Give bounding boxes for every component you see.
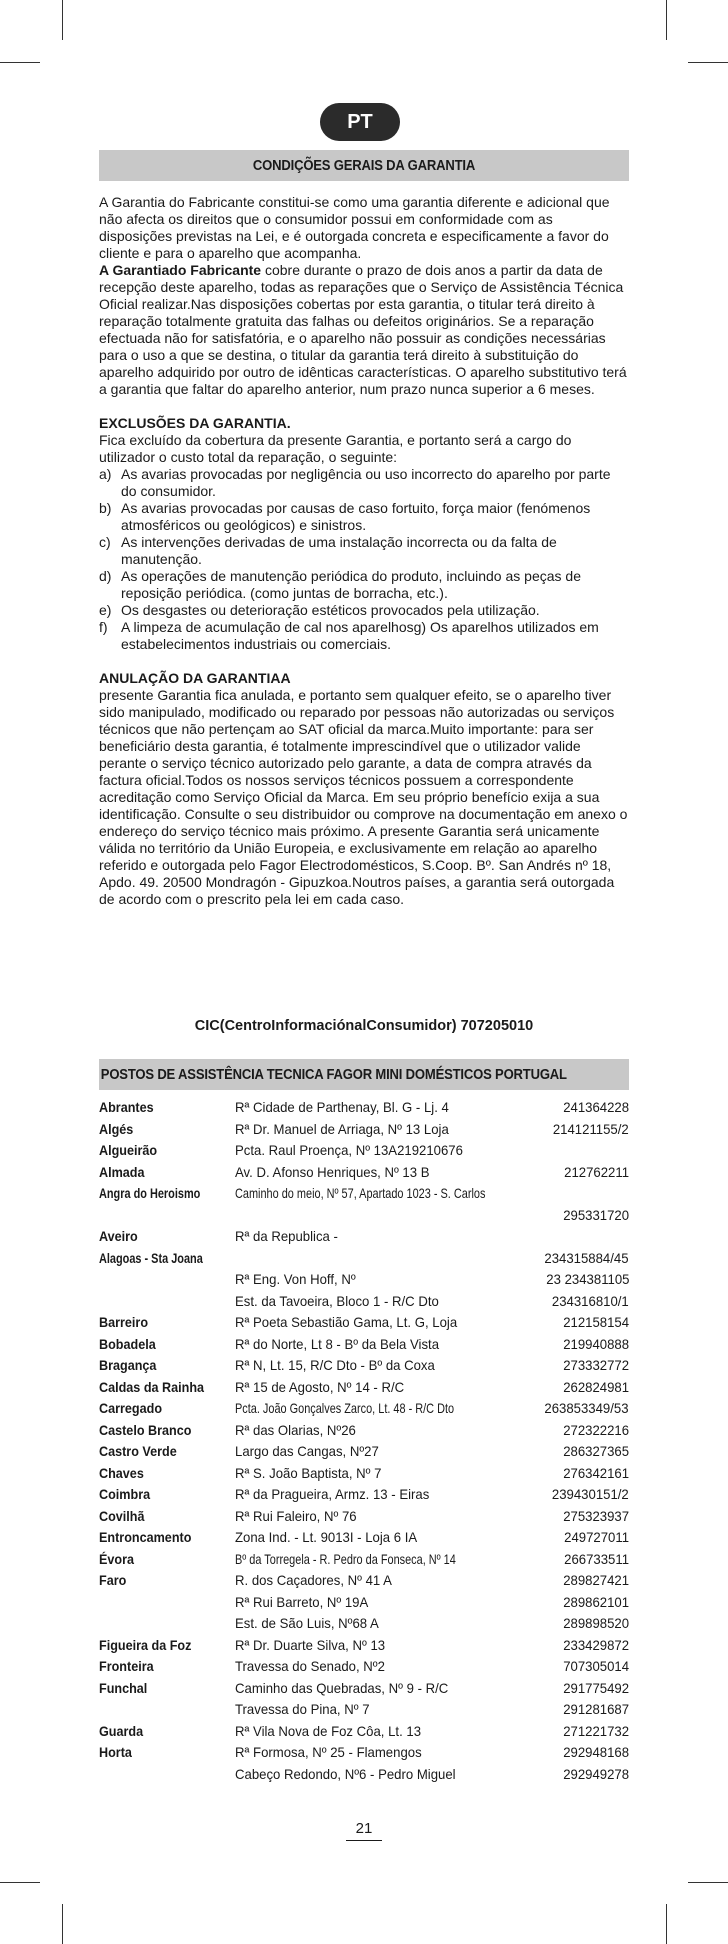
phone-number: 263853349/53 (544, 1400, 629, 1416)
city-name: Entroncamento (99, 1529, 192, 1545)
service-address: Pcta. João Gonçalves Zarco, Lt. 48 - R/C Dto (235, 1400, 455, 1416)
service-address: Rª Cidade de Parthenay, Bl. G - Lj. 4 (235, 1099, 449, 1115)
annulment-text: presente Garantia fica anulada, e portanto sem qualquer efeito, se o aparelho tiver sido manipulado, modificado ou reparado por pessoas não autorizadas ou serviços técnicos que não pertençam ao SAT oficial da marca.Muito importante: para ser beneficiário desta garantia, é totalmente imprescindível que o utilizador valide perante o serviço técnico autorizado pelo garante, a data de compra através da factura oficial.Todos os nossos serviços técnicos possuem a correspondente acreditação como Serviço Oficial da Marca. Em seu próprio benefício exija a sua identificação. Consulte o seu distribuidor ou comprove na documentação em anexo o endereço do serviço técnico mais próximo. A presente Garantia será unicamente válida no território da União Europeia, e exclusivamente em relação ao aparelho referido e outorgada pelo Fagor Electrodomésticos, S.Coop. Bº. San Andrés nº 18, Apdo. 49. 20500 Mondragón - Gipuzkoa.Noutros países, a garantia será outorgada de acordo com o prescrito pela lei em cada caso. (99, 687, 628, 907)
phone-number: 273332772 (563, 1357, 629, 1373)
service-address: Caminho das Quebradas, Nº 9 - R/C (235, 1679, 449, 1696)
service-address: Rª Dr. Duarte Silva, Nº 13 (235, 1636, 386, 1653)
service-address: Rª do Norte, Lt 8 - Bº da Bela Vista (235, 1335, 440, 1352)
crop-mark (688, 1882, 728, 1883)
phone-number: 271221732 (563, 1722, 629, 1739)
city-name: Covilhã (99, 1507, 145, 1524)
exclusions-list (99, 466, 629, 653)
service-address: Rª Rui Faleiro, Nº 76 (235, 1507, 357, 1524)
list-item: a) As avarias provocadas por negligência ou uso incorrecto do aparelho por parte do consumidor. (99, 466, 611, 499)
crop-mark (666, 1904, 667, 1944)
table-row (99, 1484, 629, 1506)
table-row (99, 1549, 629, 1571)
city-name: Bobadela (99, 1335, 156, 1352)
coverage-text: cobre durante o prazo de dois anos a partir da data de recepção deste aparelho, todas as reparações que o Serviço de Assistência Técnica Oficial realizar.Nas disposições cobertas por esta garantia, o titular terá direito à reparação totalmente gratuita das falhas ou defeitos originários. Se a reparação efectuada não for satisfatória, e o aparelho não possuir as condições necessárias para o uso a que se destina, o titular da garantia terá direito à substituição do aparelho adquirido por outro de idênticas características. O aparelho substitutivo terá a garantia que faltar do aparelho anterior, num prazo nunca superior a 6 meses. (99, 262, 627, 397)
table-row (99, 1656, 629, 1678)
phone-number: 239430151/2 (552, 1486, 629, 1502)
city-name: Algés (99, 1120, 134, 1137)
city-name: Abrantes (99, 1099, 154, 1115)
service-address: Rª das Olarias, Nº26 (235, 1421, 356, 1438)
service-address: Rª S. João Baptista, Nº 7 (235, 1464, 382, 1481)
phone-number: 272322216 (563, 1421, 629, 1438)
list-item: d) As operações de manutenção periódica do produto, incluindo as peças de reposição periódica. (como juntas de borracha, etc.). (99, 568, 581, 601)
table-row (99, 1097, 629, 1119)
table-row (99, 1764, 629, 1786)
phone-number: 289827421 (563, 1572, 629, 1588)
phone-number: 292948168 (563, 1744, 629, 1760)
phone-number: 286327365 (563, 1443, 629, 1459)
table-row (99, 1269, 629, 1291)
table-row (99, 1248, 629, 1270)
table-row (99, 1699, 629, 1721)
service-address: Rª 15 de Agosto, Nº 14 - R/C (235, 1378, 405, 1395)
table-row (99, 1441, 629, 1463)
service-address: Rª Rui Barreto, Nº 19A (235, 1593, 369, 1610)
service-address: Largo das Cangas, Nº27 (235, 1443, 379, 1459)
service-address: Travessa do Pina, Nº 7 (235, 1701, 370, 1717)
table-row (99, 1355, 629, 1377)
phone-number: 707305014 (563, 1658, 629, 1674)
city-name: Horta (99, 1744, 132, 1760)
phone-number: 23 234381105 (545, 1271, 629, 1287)
phone-number: 276342161 (563, 1464, 629, 1481)
phone-number: 234315884/45 (544, 1249, 629, 1266)
city-name: Figueira da Foz (99, 1636, 192, 1653)
table-row (99, 1506, 629, 1528)
phone-number: 212762211 (564, 1163, 629, 1180)
service-address: Zona Ind. - Lt. 9013I - Loja 6 IA (235, 1529, 418, 1545)
exclusions-heading: EXCLUSÕES DA GARANTIA. (99, 415, 291, 431)
phone-number: 234316810/1 (552, 1292, 629, 1309)
page-number: 21 (355, 1820, 373, 1837)
city-name: Faro (99, 1572, 127, 1588)
city-name: Chaves (99, 1464, 144, 1481)
city-name: Almada (99, 1163, 145, 1180)
coverage-lead: A Garantiado Fabricante (99, 262, 262, 278)
service-address: Rª Vila Nova de Foz Côa, Lt. 13 (235, 1722, 422, 1739)
crop-mark (666, 0, 667, 40)
table-row (99, 1635, 629, 1657)
city-name: Bragança (99, 1357, 157, 1373)
phone-number: 219940888 (563, 1335, 629, 1352)
table-row (99, 1140, 629, 1162)
phone-number: 291281687 (563, 1701, 629, 1717)
phone-number: 289862101 (563, 1593, 629, 1610)
crop-mark (62, 0, 63, 40)
phone-number: 291775492 (563, 1679, 629, 1696)
crop-mark (0, 62, 40, 63)
service-address: Pcta. Raul Proença, Nº 13A219210676 (235, 1142, 463, 1158)
service-address: Caminho do meio, Nº 57, Apartado 1023 - S. Carlos (235, 1185, 486, 1201)
table-row (99, 1226, 629, 1248)
city-name: Évora (99, 1550, 135, 1567)
city-name: Aveiro (99, 1228, 138, 1244)
phone-number: 249727011 (564, 1529, 629, 1545)
table-row (99, 1570, 629, 1592)
service-address: Rª Dr. Manuel de Arriaga, Nº 13 Loja (235, 1120, 449, 1137)
service-address: Rª da Pragueira, Armz. 13 - Eiras (235, 1486, 430, 1502)
warranty-intro: A Garantia do Fabricante constitui-se como uma garantia diferente e adicional que não afecta os direitos que o consumidor possui em conformidade com as disposições previstas na Lei, e é outorgada concreta e especificamente a favor do cliente e para o aparelho que acompanha. (99, 194, 610, 261)
city-name: Castro Verde (99, 1443, 177, 1459)
service-address: Est. da Tavoeira, Bloco 1 - R/C Dto (235, 1292, 439, 1309)
table-row (99, 1527, 629, 1549)
city-name: Carregado (99, 1400, 163, 1416)
table-row (99, 1721, 629, 1743)
consumer-center-line: CIC(CentroInformaciónalConsumidor) 707205010 (194, 1018, 534, 1034)
phone-number: 212158154 (563, 1314, 629, 1330)
table-row (99, 1183, 629, 1205)
table-row (99, 1377, 629, 1399)
table-row (99, 1119, 629, 1141)
warranty-title: CONDIÇÕES GERAIS DA GARANTIA (252, 158, 476, 174)
table-row (99, 1162, 629, 1184)
service-address: R. dos Caçadores, Nº 41 A (235, 1572, 392, 1588)
service-address: Rª N, Lt. 15, R/C Dto - Bº da Coxa (235, 1357, 435, 1373)
service-address: Travessa do Senado, Nº2 (235, 1658, 385, 1674)
service-directory (99, 1097, 629, 1785)
phone-number: 295331720 (563, 1206, 629, 1223)
phone-number: 262824981 (563, 1378, 629, 1395)
city-name: Fronteira (99, 1658, 154, 1674)
phone-number: 241364228 (563, 1099, 629, 1115)
list-item: f) A limpeza de acumulação de cal nos aparelhosg) Os aparelhos utilizados em estabelecimentos industriais ou comerciais. (99, 619, 599, 652)
crop-mark (688, 62, 728, 63)
table-row (99, 1613, 629, 1635)
table-row (99, 1205, 629, 1227)
table-row (99, 1463, 629, 1485)
service-address: Av. D. Afonso Henriques, Nº 13 B (235, 1163, 430, 1180)
city-name: Alagoas - Sta Joana (99, 1249, 203, 1266)
city-name: Caldas da Rainha (99, 1378, 205, 1395)
phone-number: 292949278 (563, 1765, 629, 1782)
list-item: b) As avarias provocadas por causas de caso fortuito, força maior (fenómenos atmosféricos ou geológicos) e sinistros. (99, 500, 591, 533)
city-name: Funchal (99, 1679, 148, 1696)
service-address: Bº da Torregela - R. Pedro da Fonseca, Nº 14 (235, 1550, 456, 1567)
table-row (99, 1678, 629, 1700)
city-name: Algueirão (99, 1142, 158, 1158)
table-row (99, 1742, 629, 1764)
service-address: Rª Poeta Sebastião Gama, Lt. G, Loja (235, 1314, 458, 1330)
city-name: Castelo Branco (99, 1421, 192, 1438)
service-address: Cabeço Redondo, Nº6 - Pedro Miguel (235, 1765, 456, 1782)
phone-number: 233429872 (563, 1636, 629, 1653)
table-row (99, 1420, 629, 1442)
list-item: c) As intervenções derivadas de uma instalação incorrecta ou da falta de manutenção. (99, 534, 557, 567)
service-address: Est. de São Luis, Nº68 A (235, 1615, 379, 1631)
warranty-coverage (99, 262, 629, 398)
warranty-body (99, 194, 629, 908)
language-badge: PT (320, 103, 400, 141)
city-name: Coimbra (99, 1486, 151, 1502)
annulment-heading: ANULAÇÃO DA GARANTIAA (99, 670, 291, 686)
table-row (99, 1312, 629, 1334)
table-row (99, 1334, 629, 1356)
service-address: Rª da Republica - (235, 1228, 338, 1244)
directory-title-banner (99, 1059, 629, 1090)
table-row (99, 1592, 629, 1614)
warranty-title-banner (99, 150, 629, 181)
list-item: e) Os desgastes ou deterioração estéticos provocados pela utilização. (99, 602, 540, 618)
crop-mark (62, 1904, 63, 1944)
directory-title: POSTOS DE ASSISTÊNCIA TECNICA FAGOR MINI DOMÉSTICOS PORTUGAL (100, 1067, 567, 1083)
service-address: Rª Eng. Von Hoff, Nº (235, 1271, 356, 1287)
page-number-underline (346, 1840, 382, 1841)
crop-mark (0, 1882, 40, 1883)
phone-number: 275323937 (563, 1507, 629, 1524)
city-name: Barreiro (99, 1314, 149, 1330)
phone-number: 214121155/2 (553, 1120, 629, 1137)
exclusions-intro: Fica excluído da cobertura da presente Garantia, e portanto será a cargo do utilizador o custo total da reparação, o seguinte: (99, 432, 572, 465)
city-name: Guarda (99, 1722, 144, 1739)
city-name: Angra do Heroismo (99, 1185, 201, 1201)
table-row (99, 1291, 629, 1313)
phone-number: 289898520 (563, 1615, 629, 1631)
phone-number: 266733511 (564, 1550, 629, 1567)
service-address: Rª Formosa, Nº 25 - Flamengos (235, 1744, 422, 1760)
table-row (99, 1398, 629, 1420)
